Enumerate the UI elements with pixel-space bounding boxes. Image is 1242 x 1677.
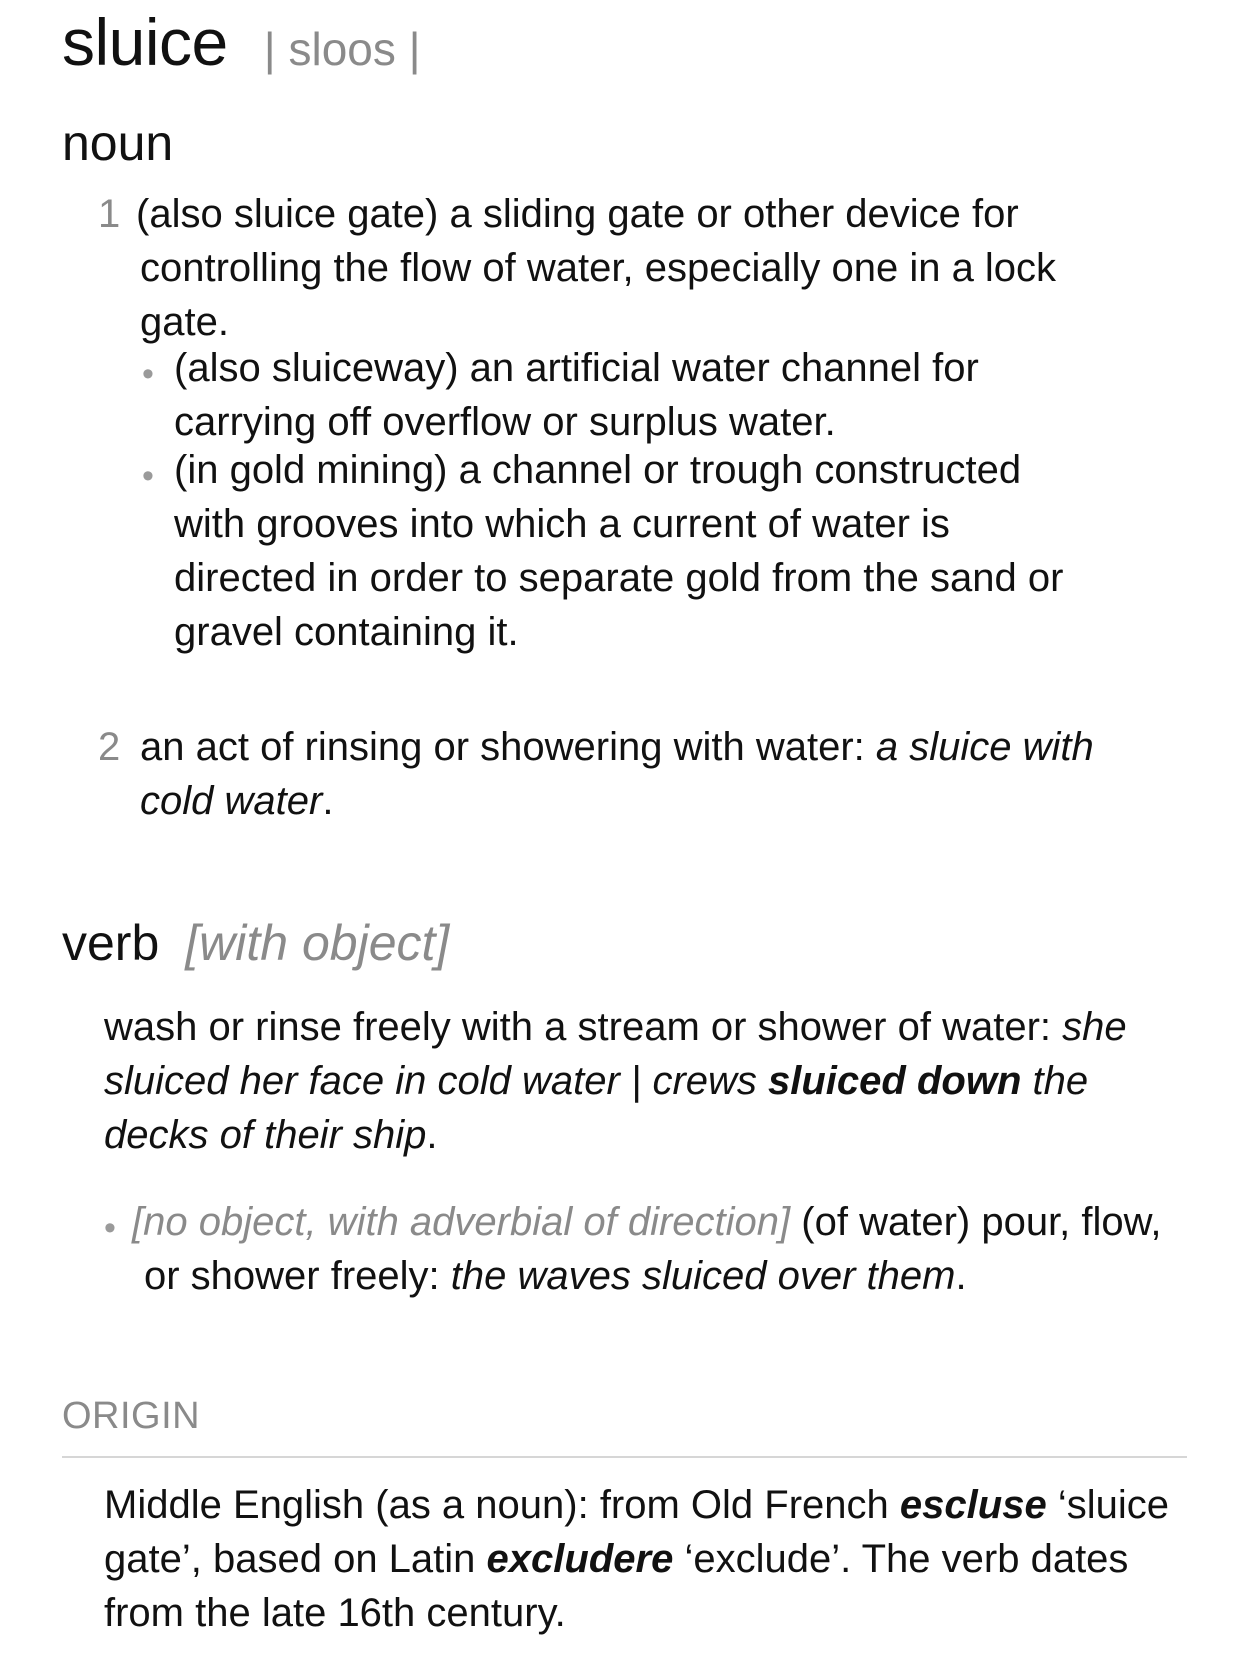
verb-sense bbox=[104, 1000, 1184, 1162]
sense-2-example: a sluice with cold water bbox=[140, 725, 1094, 823]
sense-1-definition: controlling the flow of water, especially one in a lock gate. bbox=[140, 246, 1057, 344]
verb-qualifier: [with object] bbox=[185, 915, 450, 971]
pos-noun-label bbox=[62, 114, 173, 172]
headword-row bbox=[62, 4, 421, 80]
origin-gloss-1: ‘sluice gate’ bbox=[104, 1483, 1169, 1581]
sense-2-definition bbox=[140, 720, 1150, 828]
origin-text bbox=[104, 1478, 1184, 1640]
origin-word-excludere: excludere bbox=[486, 1537, 674, 1581]
verb-example-bold: sluiced down bbox=[768, 1059, 1022, 1103]
sense-1-subsense-2: (in gold mining) a channel or trough constructed with grooves into which a current of water is directed in order to separate gold from the sand or gravel containing it. bbox=[174, 448, 1064, 654]
verb-subsense-definition: (of water) pour, flow, or shower freely: bbox=[144, 1200, 1162, 1298]
verb-example-end: . bbox=[426, 1113, 438, 1157]
verb-example-part1: she sluiced her face in cold water | crews bbox=[104, 1005, 1127, 1103]
origin-divider bbox=[62, 1456, 1187, 1458]
noun-sense-1 bbox=[98, 187, 1178, 654]
headword: sluice bbox=[62, 5, 228, 79]
verb-subsense bbox=[104, 1195, 1204, 1315]
sense-number: 2 bbox=[98, 725, 121, 769]
sense-number: 1 bbox=[98, 192, 121, 236]
sense-1-line1: (also sluice gate) a sliding gate or other device for bbox=[136, 192, 1019, 236]
sense-1-subsense-1: (also sluiceway) an artificial water channel for carrying off overflow or surplus water. bbox=[174, 346, 979, 444]
origin-part1: Middle English (as a noun): from Old French bbox=[104, 1483, 889, 1527]
pos-verb-label bbox=[62, 914, 449, 972]
verb-definition: wash or rinse freely with a stream or shower of water: bbox=[104, 1005, 1052, 1049]
bullet-icon: • bbox=[104, 1209, 116, 1247]
origin-part3: . The verb dates from the late 16th century. bbox=[104, 1537, 1129, 1635]
origin-word-escluse: escluse bbox=[899, 1483, 1047, 1527]
noun-label: noun bbox=[62, 115, 174, 171]
verb-subsense-example: the waves sluiced over them bbox=[450, 1254, 956, 1298]
bullet-icon: • bbox=[142, 457, 154, 495]
verb-subsense-qualifier: [no object, with adverbial of direction] bbox=[132, 1200, 791, 1244]
noun-sense-2 bbox=[98, 720, 1178, 840]
sense-2-end: . bbox=[322, 779, 334, 823]
bullet-icon: • bbox=[142, 355, 154, 393]
sense-2-text: an act of rinsing or showering with water: bbox=[140, 725, 865, 769]
verb-example-part2: the decks of their ship bbox=[104, 1059, 1089, 1157]
origin-heading: ORIGIN bbox=[62, 1395, 201, 1437]
verb-subsense-end: . bbox=[955, 1254, 967, 1298]
origin-gloss-2: ‘exclude’ bbox=[684, 1537, 841, 1581]
pronunciation: | sloos | bbox=[263, 23, 421, 75]
verb-label: verb bbox=[62, 915, 160, 971]
verb-subsense-text bbox=[104, 1195, 1184, 1303]
origin-part2: , based on Latin bbox=[190, 1537, 476, 1581]
